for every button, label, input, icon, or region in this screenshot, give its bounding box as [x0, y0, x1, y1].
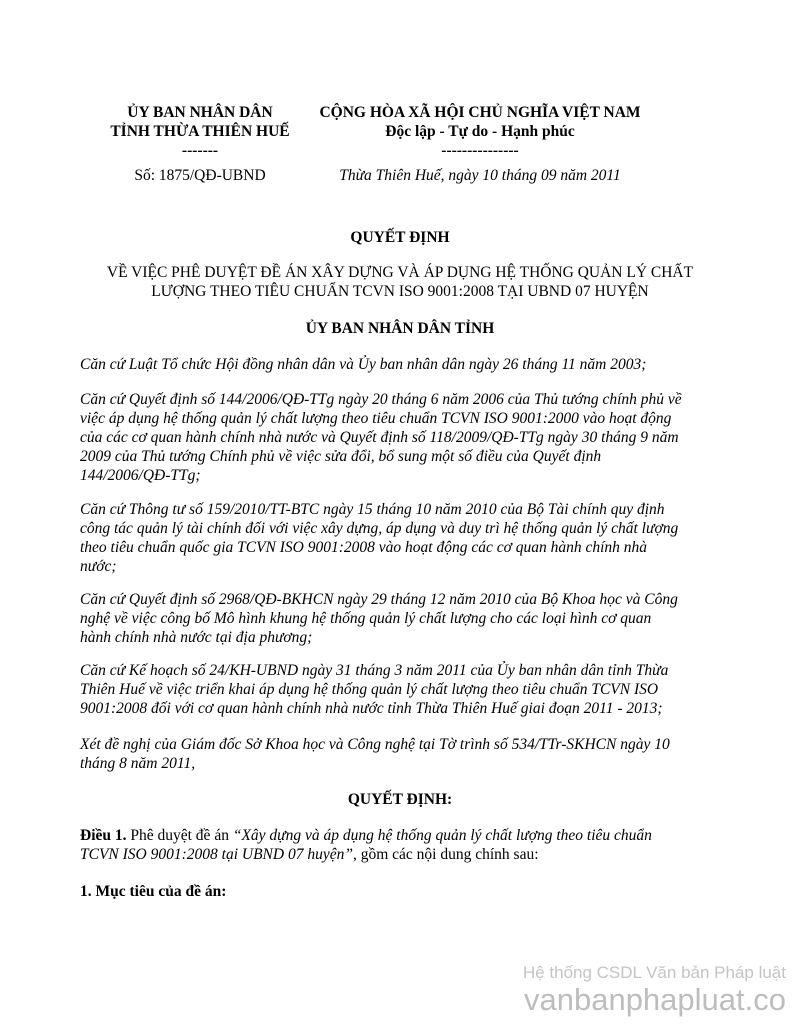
watermark-caption: Hệ thống CSDL Văn bản Pháp luật [522, 963, 786, 982]
legal-basis-line: nghệ về việc công bố Mô hình khung hệ thống quản lý chất lượng cho các loại hình cơ quan [80, 610, 652, 627]
article-1 [80, 826, 720, 864]
legal-basis-5 [80, 661, 720, 718]
subject-line-1: VỀ VIỆC PHÊ DUYỆT ĐỀ ÁN XÂY DỰNG VÀ ÁP DỤNG HỆ THỐNG QUẢN LÝ CHẤT [106, 264, 694, 281]
legal-basis-line: 144/2006/QĐ-TTg; [80, 467, 201, 484]
issuer-divider: ------- [181, 142, 219, 159]
subject-line-2: LƯỢNG THEO TIÊU CHUẨN TCVN ISO 9001:2008 TẠI UBND 07 HUYỆN [151, 283, 649, 300]
legal-basis-line: tháng 8 năm 2011, [80, 755, 196, 772]
article-1-quote-part-2: TCVN ISO 9001:2008 tại UBND 07 huyện” [80, 846, 353, 863]
legal-basis-line: 9001:2008 đối với cơ quan hành chính nhà nước tỉnh Thừa Thiên Huế giai đoạn 2011 - 2013; [80, 700, 663, 717]
legal-basis-line: của các cơ quan hành chính nhà nước và Quyết định số 118/2009/QĐ-TTg ngày 30 tháng 9 năm [80, 429, 679, 446]
motto-divider: --------------- [441, 142, 519, 159]
article-1-intro: Phê duyệt đề án [126, 827, 233, 844]
legal-basis-line: theo tiêu chuẩn quốc gia TCVN ISO 9001:2008 vào hoạt động các cơ quan hành chính nhà [80, 539, 648, 556]
legal-basis-line: Thiên Huế về việc triển khai áp dụng hệ thống quản lý chất lượng theo tiêu chuẩn TCVN ISO [80, 681, 659, 698]
national-motto-block [300, 103, 660, 160]
legal-basis-line: Căn cứ Luật Tổ chức Hội đồng nhân dân và Ủy ban nhân dân ngày 26 tháng 11 năm 2003; [80, 356, 647, 373]
legal-basis-line: Căn cứ Quyết định số 2968/QĐ-BKHCN ngày 29 tháng 12 năm 2010 của Bộ Khoa học và Công [80, 591, 678, 608]
document-subject [80, 263, 720, 301]
legal-basis-line: việc áp dụng hệ thống quản lý chất lượng theo tiêu chuẩn TCVN ISO 9001:2000 vào hoạt động [80, 410, 672, 427]
section-1-heading: 1. Mục tiêu của đề án: [80, 883, 227, 900]
document-number: Số: 1875/QĐ-UBND [134, 167, 266, 184]
legal-basis-4 [80, 590, 720, 647]
article-1-line-1 [80, 826, 720, 845]
watermark-site: vanbanphapluat.co [523, 982, 786, 1017]
decision-heading: QUYẾT ĐỊNH: [347, 791, 453, 808]
issuer-line-2: TỈNH THỪA THIÊN HUẾ [110, 123, 290, 140]
legal-basis-line: 2009 của Thủ tướng Chính phủ về việc sửa đổi, bổ sung một số điều của Quyết định [80, 448, 602, 465]
article-1-line-2 [80, 845, 720, 864]
legal-basis-line: hành chính nhà nước tại địa phương; [80, 629, 313, 646]
legal-basis-line: Căn cứ Thông tư số 159/2010/TT-BTC ngày 15 tháng 10 năm 2010 của Bộ Tài chính quy định [80, 501, 665, 518]
document-date: Thừa Thiên Huế, ngày 10 tháng 09 năm 2011 [339, 167, 621, 184]
legal-basis-line: Xét đề nghị của Giám đốc Sở Khoa học và Công nghệ tại Tờ trình số 534/TTr-SKHCN ngày 10 [80, 736, 670, 753]
article-1-label: Điều 1. [80, 827, 127, 844]
issuer-block [100, 103, 300, 160]
legal-basis-1 [80, 355, 720, 374]
legal-basis-line: nước; [80, 558, 117, 575]
legal-basis-2 [80, 390, 720, 485]
article-1-quote-part-1: “Xây dựng và áp dụng hệ thống quản lý chất lượng theo tiêu chuẩn [232, 827, 652, 844]
document-title: QUYẾT ĐỊNH [350, 229, 450, 246]
motto: Độc lập - Tự do - Hạnh phúc [385, 123, 575, 140]
legal-basis-3 [80, 500, 720, 576]
article-1-tail: , gồm các nội dung chính sau: [352, 846, 539, 863]
legal-basis-line: Căn cứ Quyết định số 144/2006/QĐ-TTg ngày 20 tháng 6 năm 2006 của Thủ tướng chính phủ về [80, 391, 682, 408]
authority-heading: ỦY BAN NHÂN DÂN TỈNH [305, 320, 495, 337]
legal-basis-line: công tác quản lý tài chính đối với việc xây dựng, áp dụng và duy trì hệ thống quản lý chất lượng [80, 520, 679, 537]
legal-basis-6 [80, 735, 720, 773]
legal-basis-line: Căn cứ Kế hoạch số 24/KH-UBND ngày 31 tháng 3 năm 2011 của Ủy ban nhân dân tỉnh Thừa [80, 662, 669, 679]
issuer-line-1: ỦY BAN NHÂN DÂN [127, 104, 273, 121]
country-name: CỘNG HÒA XÃ HỘI CHỦ NGHĨA VIỆT NAM [319, 104, 641, 121]
